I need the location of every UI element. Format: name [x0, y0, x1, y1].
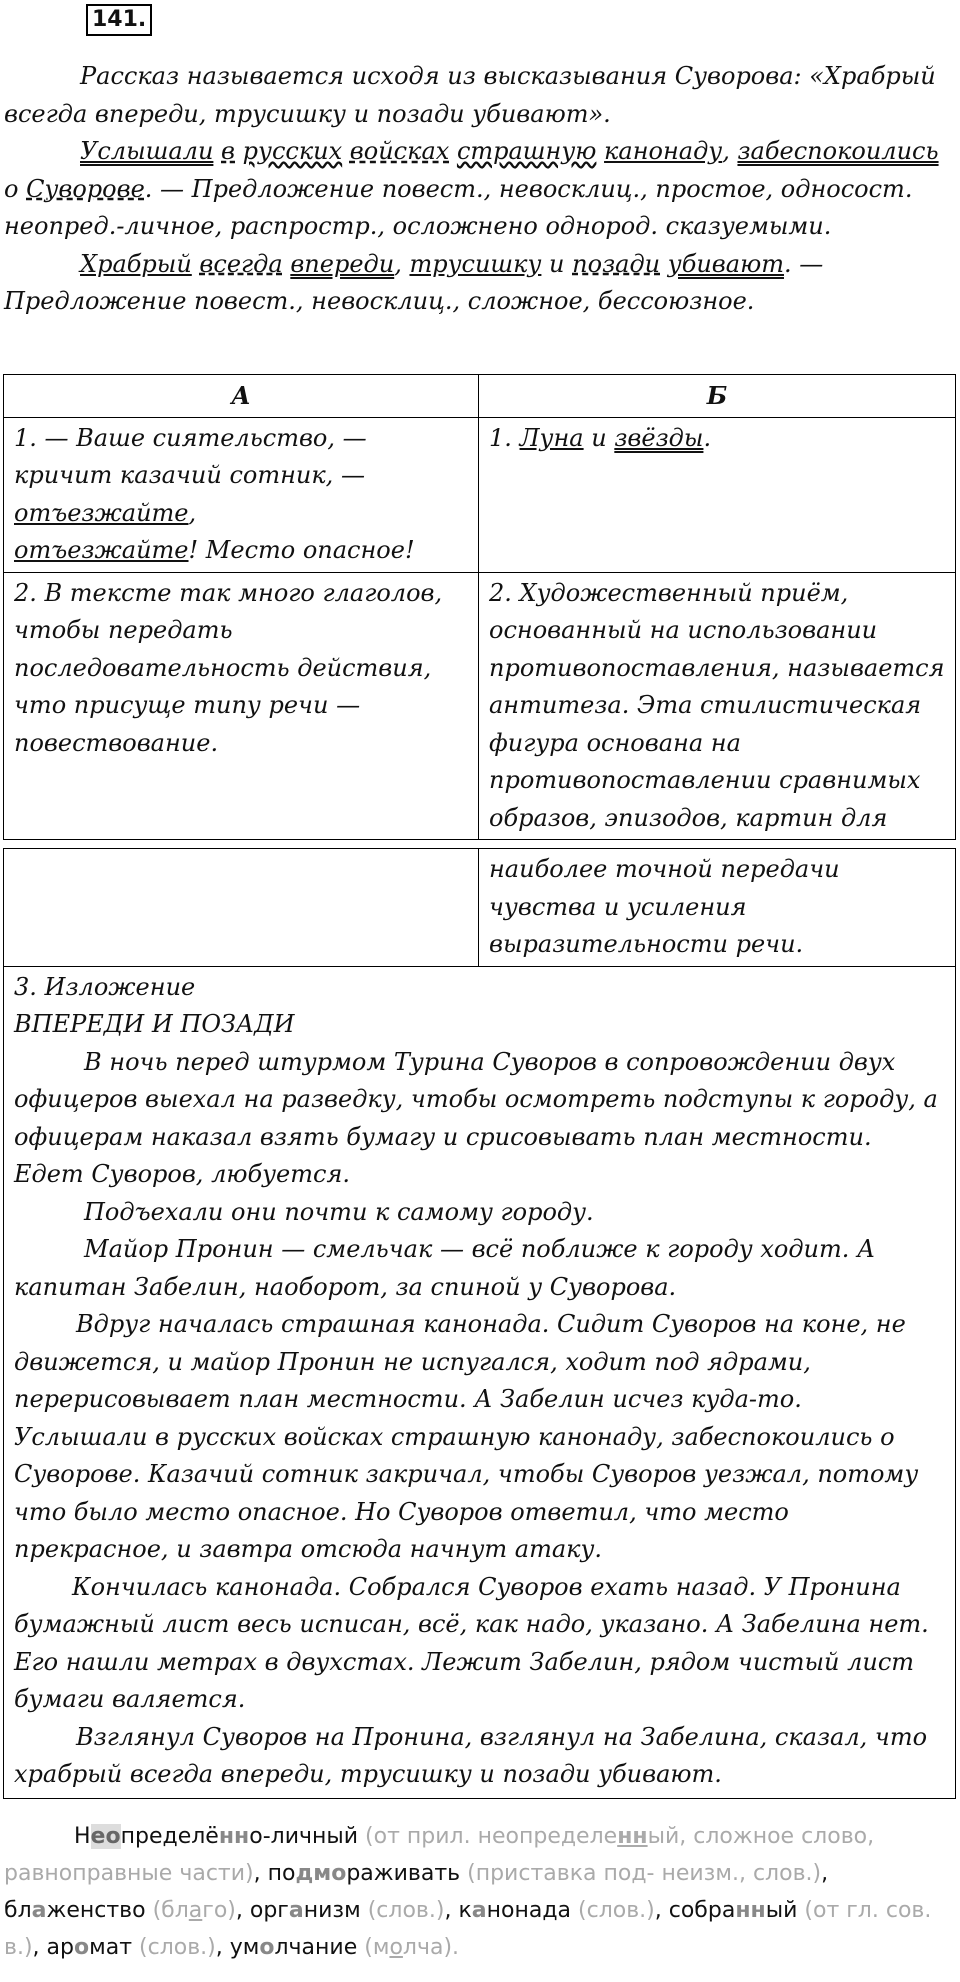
retelling-paragraph: Услышали в русских войсках страшную канонаду, забеспокоились о Суворове. Казачий сотник закричал, чтобы Суворов уезжал, потому что было место опасное. Но Суворов ответил, что место прекрасное, и завтра отсюда начнут атаку.: [14, 1422, 919, 1563]
word: русских: [242, 137, 343, 165]
word: страшную: [456, 137, 597, 165]
table-row: [4, 966, 956, 1798]
sentence-2-analysis: . — Предложение повест., невосклиц., сложное, бессоюзное.: [4, 249, 824, 315]
intro-line: Рассказ называется исходя из высказывания Суворова: «Храбрый всегда впереди, трусишку и позади убивают».: [4, 62, 936, 128]
col-b-header: Б: [479, 375, 956, 418]
col-a-header: А: [4, 375, 479, 418]
table-row: [4, 849, 956, 967]
cell-a2: 2. В тексте так много глаголов, чтобы передать последовательность действия, что присуще типу речи — повествование.: [4, 572, 479, 840]
orthography-section: [4, 1818, 954, 1966]
table-page2: [3, 848, 956, 1799]
word: войсках: [349, 137, 450, 165]
exercise-number: 141.: [86, 4, 152, 36]
word: и: [549, 249, 565, 278]
cell-a1: 1. — Ваше сиятельство, — кричит казачий сотник, — отъезжайте, отъезжайте! Место опасное!: [4, 417, 479, 572]
word: Услышали: [80, 137, 214, 165]
table-row: [4, 572, 956, 840]
word: всегда: [199, 249, 283, 278]
word: позади: [572, 249, 661, 278]
word: Суворове: [26, 174, 145, 203]
word: трусишку: [409, 249, 542, 278]
cell-b1: 1. Луна и звёзды.: [479, 417, 956, 572]
word: Храбрый: [80, 249, 192, 278]
cell-a3: [4, 966, 956, 1798]
cell-b2: 2. Художественный приём, основанный на использовании противопоставления, называется антитеза. Эта стилистическая фигура основана на противопоставлении сравнимых образов, эпизодов, картин для: [479, 572, 956, 840]
retelling-paragraph: Подъехали они почти к самому городу.: [84, 1197, 594, 1226]
retelling-paragraph: Кончилась канонада. Собрался Суворов ехать назад. У Пронина бумажный лист весь исписан, всё, как надо, указано. А Забелина нет. Его нашли метрах в двухстах. Лежит Забелин, рядом чистый лист бумаги валяется.: [14, 1572, 929, 1713]
orthography-paragraph: Неопределённо-личный (от прил. неопределенный, сложное слово, равноправные части), подмораживать (приставка под- неизм., слов.), блаженство (благо), организм (слов.), канонада (слов.), собранный (от гл. сов. в.), аромат (слов.), умолчание (молча).: [4, 1824, 932, 1960]
word: впереди: [290, 249, 395, 278]
word: убивают: [667, 249, 784, 278]
retelling-paragraph: Взглянул Суворов на Пронина, взглянул на Забелина, сказал, что храбрый всегда впереди, трусишку и позади убивают.: [14, 1722, 928, 1788]
sentence-2: Храбрый всегда впереди, трусишку и позади убивают. — Предложение повест., невосклиц., сложное, бессоюзное.: [4, 249, 824, 315]
sentence-1-analysis: . — Предложение повест., невосклиц., простое, односост. неопред.-личное, распростр., осложнено однород. сказуемыми.: [4, 174, 913, 240]
cell-a2-cont: [4, 849, 479, 967]
word: забеспокоились: [737, 137, 939, 165]
table-row: [4, 417, 956, 572]
word: канонаду: [604, 137, 723, 165]
table-page1: [3, 374, 956, 840]
retelling-paragraph: В ночь перед штурмом Турина Суворов в сопровождении двух офицеров выехал на разведку, чтобы осмотреть подступы к городу, а офицерам наказал взять бумагу и срисовывать план местности. Едет Суворов, любуется.: [14, 1047, 938, 1188]
retelling-title: 3. Изложение: [14, 972, 196, 1001]
retelling-paragraph: Майор Пронин — смельчак — всё поближе к городу ходит. А капитан Забелин, наоборот, за спиной у Суворова.: [14, 1235, 876, 1301]
sentence-1: Услышали в русских войсках страшную канонаду, забеспокоились о Суворове. — Предложение повест., невосклиц., простое, односост. неопред.-личное, распростр., осложнено однород. сказуемыми.: [4, 137, 939, 240]
word: о: [4, 174, 19, 203]
table-header-row: [4, 375, 956, 418]
retelling-paragraph: Вдруг началась страшная канонада. Сидит Суворов на коне, не движется, и майор Пронин не испугался, ходит под ядрами, перерисовывает план местности. А Забелин исчез куда-то.: [14, 1310, 906, 1413]
retelling-heading: ВПЕРЕДИ И ПОЗАДИ: [14, 1010, 295, 1038]
cell-b2-cont: наиболее точной передачи чувства и усиления выразительности речи.: [479, 849, 956, 967]
word: в: [221, 137, 236, 165]
intro-text: [4, 58, 954, 321]
